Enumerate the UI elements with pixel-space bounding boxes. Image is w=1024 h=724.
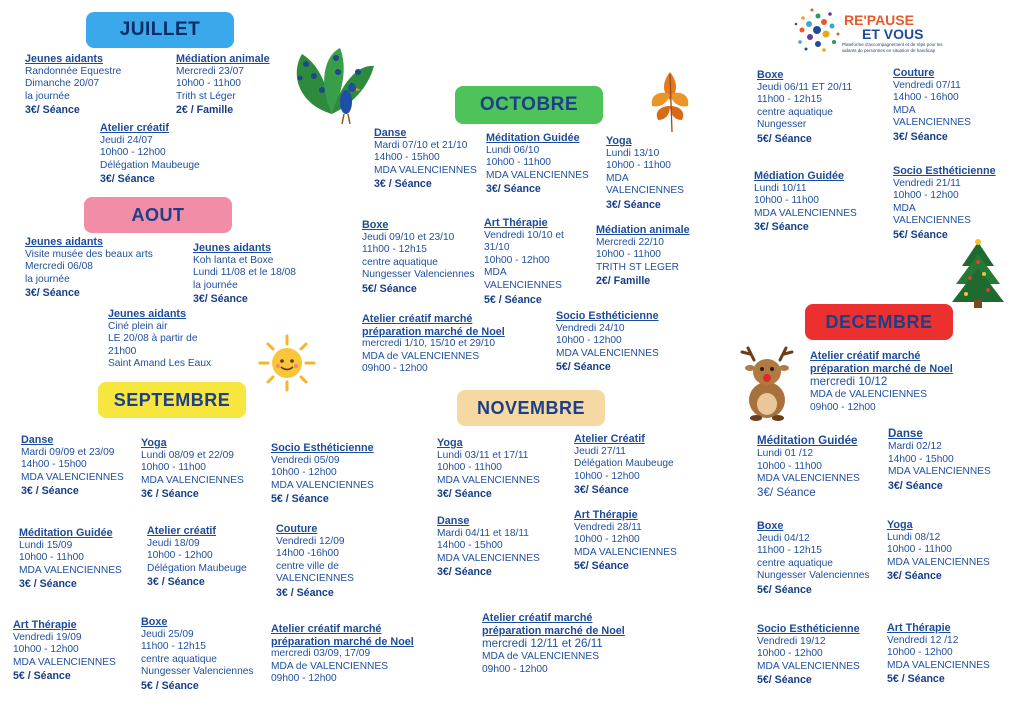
- event-line: MDA VALENCIENNES: [19, 564, 122, 576]
- event-decembre-meditation: [757, 434, 860, 500]
- event-novembre-atelier-marche: [482, 612, 625, 676]
- event-title: Atelier Créatif: [574, 433, 645, 445]
- event-title: Atelier créatif marché: [810, 350, 921, 362]
- event-line: MDA VALENCIENNES: [887, 659, 990, 671]
- event-octobre-atelier-marche: [362, 313, 505, 376]
- event-line: centre aquatique: [362, 256, 438, 268]
- event-line: Délégation Maubeuge: [147, 562, 247, 574]
- event-line: Lundi 08/12: [887, 531, 941, 543]
- event-line: Lundi 15/09: [19, 539, 73, 551]
- event-title: Art Thérapie: [484, 217, 548, 229]
- event-price: 5€ / Séance: [484, 293, 542, 306]
- event-price: 5€ / Séance: [887, 673, 945, 686]
- event-novembre-danse: [437, 515, 540, 579]
- event-line: 10h00 - 12h00: [100, 147, 166, 159]
- event-title: Atelier créatif marché: [482, 612, 593, 624]
- event-line: MDA VALENCIENNES: [141, 474, 244, 486]
- christmas-tree-icon: [950, 238, 1006, 310]
- month-octobre: OCTOBRE: [455, 86, 603, 124]
- autumn-leaf-icon: [648, 68, 692, 134]
- month-decembre: DECEMBRE: [805, 304, 953, 340]
- event-octobre-socio-esthetique: [556, 310, 659, 374]
- event-title: Danse: [374, 127, 407, 139]
- event-line: MDA VALENCIENNES: [757, 660, 860, 672]
- event-line: Vendredi 10/10 et: [484, 229, 564, 241]
- event-line: VALENCIENNES: [893, 215, 971, 227]
- event-line: la journée: [25, 273, 70, 285]
- event-title: Boxe: [141, 616, 168, 628]
- event-line: Visite musée des beaux arts: [25, 248, 153, 260]
- event-price: 3€/ Séance: [893, 130, 948, 143]
- event-decembre-yoga: [887, 519, 990, 583]
- event-novembre-socio-esthetique: [893, 165, 996, 242]
- event-price: 2€/ Famille: [596, 275, 651, 288]
- logo-name-line1: RE'PAUSE: [844, 12, 914, 28]
- event-title: Yoga: [437, 437, 463, 449]
- event-line: MDA VALENCIENNES: [556, 347, 659, 359]
- event-line: Mercredi 23/07: [176, 65, 244, 77]
- event-novembre-boxe: [757, 69, 852, 146]
- month-aout: AOUT: [84, 197, 232, 233]
- event-line: 09h00 - 12h00: [271, 673, 337, 685]
- event-line: Vendredi 12 /12: [887, 634, 959, 646]
- event-title: Atelier créatif: [100, 122, 170, 134]
- event-price: 3€ / Séance: [374, 178, 432, 191]
- event-title: Couture: [893, 67, 935, 79]
- event-line: 09h00 - 12h00: [362, 363, 428, 375]
- event-title: Atelier créatif marché: [271, 623, 382, 635]
- event-line: VALENCIENNES: [276, 573, 354, 585]
- event-line: Jeudi 09/10 et 23/10: [362, 231, 455, 243]
- event-line: 10h00 - 12h00: [271, 467, 337, 479]
- month-juillet: JUILLET: [86, 12, 234, 48]
- event-title: Atelier créatif: [147, 525, 217, 537]
- event-price: 5€/ Séance: [556, 361, 611, 374]
- event-title: Jeunes aidants: [25, 53, 104, 65]
- sun-icon: [258, 334, 316, 392]
- event-line: 10h00 - 11h00: [437, 462, 502, 474]
- event-title: Socio Esthéticienne: [757, 623, 860, 635]
- event-line: LE 20/08 à partir de: [108, 333, 198, 345]
- event-price: 3€/ Séance: [888, 479, 943, 492]
- event-line: 21h00: [108, 345, 137, 357]
- event-line: la journée: [193, 279, 238, 291]
- logo-tagline: Plateforme d'accompagnement et de répit pour les aidants de personnes en situation de handicap: [842, 42, 943, 53]
- event-title: Art Thérapie: [13, 619, 77, 631]
- peacock-icon: [288, 44, 376, 126]
- event-line: 14h00 -16h00: [276, 548, 339, 560]
- event-line: 11h00 - 12h15: [757, 545, 822, 557]
- event-line: 10h00 - 12h00: [893, 190, 959, 202]
- event-line: Koh lanta et Boxe: [193, 254, 274, 266]
- event-title: Art Thérapie: [574, 509, 638, 521]
- event-line: MDA VALENCIENNES: [374, 164, 477, 176]
- event-price: 3€/ Séance: [757, 485, 816, 499]
- event-line: Trith st Léger: [176, 90, 236, 102]
- event-line: Mardi 09/09 et 23/09: [21, 446, 115, 458]
- event-octobre-meditation: [486, 132, 589, 196]
- event-price: 5€ / Séance: [13, 670, 71, 683]
- event-line: 14h00 - 15h00: [888, 453, 954, 465]
- event-price: 3€ / Séance: [141, 488, 199, 501]
- event-line: 10h00 - 12h00: [887, 647, 953, 659]
- event-line: Jeudi 18/09: [147, 537, 200, 549]
- event-line: 11h00 - 12h15: [757, 94, 822, 106]
- event-line: Lundi 01 /12: [757, 448, 814, 459]
- event-novembre-mediation: [754, 170, 857, 234]
- event-line: MDA VALENCIENNES: [887, 556, 990, 568]
- event-line: 09h00 - 12h00: [482, 663, 548, 675]
- event-price: 5€ / Séance: [271, 493, 329, 506]
- event-line: MDA VALENCIENNES: [754, 207, 857, 219]
- event-price: 3€/ Séance: [193, 293, 248, 306]
- event-title: Boxe: [757, 69, 784, 81]
- event-price: 2€ / Famille: [176, 104, 234, 117]
- event-line: Randonnée Equestre: [25, 65, 122, 77]
- event-line: 10h00 - 12h00: [556, 335, 622, 347]
- event-line: centre aquatique: [141, 653, 217, 665]
- event-price: 5€/ Séance: [362, 282, 417, 295]
- event-price: 3€/ Séance: [887, 570, 942, 583]
- event-title: Atelier créatif marché: [362, 313, 473, 325]
- event-title: Méditation Guidée: [19, 527, 113, 539]
- event-price: 5€/ Séance: [574, 560, 629, 573]
- event-line: MDA VALENCIENNES: [13, 656, 116, 668]
- event-aout-jeunes-aidants-musee: [25, 236, 153, 300]
- event-line: MDA VALENCIENNES: [271, 479, 374, 491]
- logo-name-line2: ET VOUS: [862, 26, 924, 42]
- event-line: 10h00 - 11h00: [596, 249, 661, 261]
- event-title: Médiation animale: [596, 224, 690, 236]
- event-septembre-atelier-marche: [271, 623, 414, 686]
- event-line: Vendredi 24/10: [556, 322, 625, 334]
- event-line: 14h00 - 15h00: [21, 459, 87, 471]
- event-title: Danse: [888, 427, 923, 440]
- event-title-line2: préparation marché de Noel: [482, 624, 625, 637]
- event-price: 5€/ Séance: [757, 674, 812, 687]
- event-price: 3€/ Séance: [606, 198, 661, 211]
- event-line: MDA VALENCIENNES: [437, 552, 540, 564]
- event-line: 10h00 - 12h00: [484, 254, 550, 266]
- event-line: Lundi 13/10: [606, 147, 660, 159]
- event-price: 3€/ Séance: [437, 566, 492, 579]
- event-novembre-couture: [893, 67, 971, 144]
- event-title: Médiation Guidée: [754, 170, 844, 182]
- event-decembre-atelier-marche: [810, 350, 953, 414]
- event-juillet-mediation-animale: [176, 53, 270, 117]
- event-aout-jeunes-aidants-cine: [108, 308, 211, 371]
- event-octobre-yoga: [606, 135, 684, 212]
- event-price: 3€ / Séance: [19, 578, 77, 591]
- event-line: Mercredi 06/08: [25, 261, 93, 273]
- event-price: 5€ / Séance: [141, 679, 199, 692]
- event-title: Jeunes aidants: [25, 236, 104, 248]
- event-juillet-atelier-creatif: [100, 122, 200, 186]
- event-septembre-boxe: [141, 616, 254, 693]
- event-line: Mardi 04/11 et 18/11: [437, 527, 529, 539]
- event-line: Délégation Maubeuge: [574, 458, 674, 470]
- event-octobre-danse: [374, 127, 477, 191]
- event-line: Nungesser Valenciennes: [141, 666, 254, 678]
- event-line: Vendredi 28/11: [574, 521, 642, 533]
- event-line: 10h00 - 11h00: [486, 157, 551, 169]
- event-line: 14h00 - 15h00: [374, 152, 440, 164]
- event-line: MDA de VALENCIENNES: [362, 350, 480, 362]
- event-price: 3€/ Séance: [754, 221, 809, 234]
- event-line: MDA VALENCIENNES: [486, 169, 589, 181]
- event-price: 3€ / Séance: [276, 586, 334, 599]
- event-line: MDA VALENCIENNES: [888, 466, 991, 478]
- event-title: Médiation animale: [176, 53, 270, 65]
- event-line: 10h00 - 12h00: [147, 550, 213, 562]
- event-line: Délégation Maubeuge: [100, 159, 200, 171]
- event-title: Socio Esthéticienne: [271, 442, 374, 454]
- event-line: Nungesser Valenciennes: [757, 570, 870, 582]
- event-line: Vendredi 19/09: [13, 631, 82, 643]
- event-decembre-boxe: [757, 520, 870, 597]
- event-title: Socio Esthéticienne: [556, 310, 659, 322]
- event-line: 10h00 - 11h00: [754, 195, 819, 207]
- event-line: MDA: [893, 104, 916, 116]
- event-line: 10h00 - 11h00: [757, 460, 822, 472]
- event-line: Vendredi 21/11: [893, 177, 961, 189]
- event-line: Lundi 08/09 et 22/09: [141, 449, 234, 461]
- event-line: MDA VALENCIENNES: [437, 474, 540, 486]
- event-line: 11h00 - 12h15: [362, 244, 427, 256]
- event-decembre-danse: [888, 427, 991, 492]
- event-juillet-jeunes-aidants: [25, 53, 121, 117]
- event-septembre-couture: [276, 523, 354, 600]
- event-price: 3€ / Séance: [147, 576, 205, 589]
- event-price: 3€/ Séance: [25, 287, 80, 300]
- event-line: 09h00 - 12h00: [810, 401, 876, 413]
- event-line: Nungesser Valenciennes: [362, 269, 475, 281]
- event-line: VALENCIENNES: [484, 279, 562, 291]
- event-novembre-art-therapie: [574, 509, 677, 573]
- event-line: Jeudi 27/11: [574, 445, 626, 457]
- event-line: Mardi 02/12: [888, 441, 942, 452]
- event-line: 14h00 - 15h00: [437, 540, 503, 552]
- event-line: 10h00 - 11h00: [887, 544, 952, 556]
- event-line: VALENCIENNES: [893, 117, 971, 129]
- event-novembre-yoga: [437, 437, 540, 501]
- event-title: Boxe: [757, 520, 784, 532]
- event-line: MDA VALENCIENNES: [21, 471, 124, 483]
- event-line: MDA: [484, 267, 507, 279]
- event-line: Mercredi 22/10: [596, 236, 664, 248]
- event-novembre-atelier-creatif: [574, 433, 674, 497]
- repause-logo: [792, 4, 952, 64]
- event-line: mercredi 12/11 et 26/11: [482, 637, 603, 651]
- event-line: centre aquatique: [757, 106, 833, 118]
- event-line: centre ville de: [276, 560, 339, 572]
- event-line: Jeudi 24/07: [100, 134, 153, 146]
- event-line: MDA VALENCIENNES: [574, 546, 677, 558]
- event-title-line2: préparation marché de Noel: [271, 635, 414, 648]
- event-line: centre aquatique: [757, 557, 833, 569]
- month-septembre: SEPTEMBRE: [98, 382, 246, 418]
- event-line: Ciné plein air: [108, 320, 168, 332]
- event-line: 31/10: [484, 242, 510, 254]
- event-price: 5€/ Séance: [893, 228, 948, 241]
- event-octobre-mediation-animale: [596, 224, 690, 288]
- event-line: Vendredi 05/09: [271, 454, 340, 466]
- event-line: mercredi 1/10, 15/10 et 29/10: [362, 338, 496, 350]
- reindeer-icon: [736, 344, 798, 422]
- event-septembre-art-therapie: [13, 619, 116, 683]
- event-title: Art Thérapie: [887, 622, 951, 634]
- event-line: Vendredi 19/12: [757, 635, 826, 647]
- event-line: 10h00 - 12h00: [574, 470, 640, 482]
- event-line: Jeudi 04/12: [757, 532, 810, 544]
- event-price: 3€/ Séance: [25, 104, 80, 117]
- event-title: Yoga: [141, 437, 167, 449]
- event-septembre-danse: [21, 434, 124, 498]
- event-price: 3€/ Séance: [486, 183, 541, 196]
- event-aout-jeunes-aidants-kohlanta: [193, 242, 296, 306]
- event-line: Lundi 11/08 et le 18/08: [193, 267, 296, 279]
- event-line: Lundi 03/11 et 17/11: [437, 449, 529, 461]
- event-price: 3€/ Séance: [574, 484, 629, 497]
- event-line: MDA VALENCIENNES: [757, 473, 860, 485]
- event-line: mercredi 03/09, 17/09: [271, 648, 371, 660]
- event-line: MDA: [606, 172, 629, 184]
- event-title: Jeunes aidants: [108, 308, 187, 320]
- event-line: Saint Amand Les Eaux: [108, 358, 212, 370]
- event-line: TRITH ST LEGER: [596, 261, 680, 273]
- event-decembre-socio-esthetique: [757, 623, 860, 687]
- event-septembre-meditation: [19, 527, 122, 591]
- event-line: la journée: [25, 90, 70, 102]
- event-line: 10h00 - 11h00: [606, 160, 671, 172]
- event-septembre-yoga: [141, 437, 244, 501]
- event-line: 10h00 - 12h00: [574, 534, 640, 546]
- event-price: 3€/ Séance: [100, 173, 155, 186]
- event-title: Méditation Guidée: [486, 132, 580, 144]
- event-title: Couture: [276, 523, 318, 535]
- event-line: MDA de VALENCIENNES: [482, 651, 600, 663]
- event-title-line2: préparation marché de Noel: [362, 325, 505, 338]
- event-septembre-atelier-creatif: [147, 525, 247, 589]
- event-octobre-art-therapie: [484, 217, 564, 306]
- event-line: 10h00 - 12h00: [757, 648, 823, 660]
- event-line: Dimanche 20/07: [25, 78, 100, 90]
- month-novembre: NOVEMBRE: [457, 390, 605, 426]
- event-line: MDA de VALENCIENNES: [271, 660, 389, 672]
- event-line: VALENCIENNES: [606, 185, 684, 197]
- event-title: Danse: [437, 515, 470, 527]
- event-octobre-boxe: [362, 219, 475, 296]
- event-line: MDA de VALENCIENNES: [810, 389, 928, 401]
- event-decembre-art-therapie: [887, 622, 990, 686]
- event-price: 5€/ Séance: [757, 132, 812, 145]
- event-line: Jeudi 06/11 ET 20/11: [757, 81, 853, 93]
- event-line: MDA: [893, 202, 916, 214]
- event-line: Vendredi 12/09: [276, 535, 345, 547]
- event-line: 10h00 - 11h00: [176, 78, 241, 90]
- event-price: 5€/ Séance: [757, 583, 812, 596]
- event-price: 3€ / Séance: [21, 485, 79, 498]
- event-title: Jeunes aidants: [193, 242, 272, 254]
- event-line: Mardi 07/10 et 21/10: [374, 139, 468, 151]
- event-line: mercredi 10/12: [810, 375, 888, 389]
- event-title: Yoga: [887, 519, 913, 531]
- event-line: Lundi 06/10: [486, 144, 540, 156]
- logo-dots-icon: [792, 4, 842, 56]
- event-line: 10h00 - 12h00: [13, 644, 79, 656]
- event-line: Vendredi 07/11: [893, 79, 961, 91]
- event-title: Danse: [21, 434, 54, 446]
- event-line: 10h00 - 11h00: [141, 462, 206, 474]
- event-septembre-socio-esthetique: [271, 442, 374, 506]
- event-title: Yoga: [606, 135, 632, 147]
- event-line: 14h00 - 16h00: [893, 92, 959, 104]
- event-title: Méditation Guidée: [757, 434, 858, 447]
- event-line: Jeudi 25/09: [141, 628, 194, 640]
- event-price: 3€/ Séance: [437, 488, 492, 501]
- event-line: 10h00 - 11h00: [19, 552, 84, 564]
- event-title-line2: préparation marché de Noel: [810, 362, 953, 375]
- event-line: Nungesser: [757, 119, 807, 131]
- event-title: Socio Esthéticienne: [893, 165, 996, 177]
- event-line: Lundi 10/11: [754, 182, 807, 194]
- event-line: 11h00 - 12h15: [141, 641, 206, 653]
- event-title: Boxe: [362, 219, 389, 231]
